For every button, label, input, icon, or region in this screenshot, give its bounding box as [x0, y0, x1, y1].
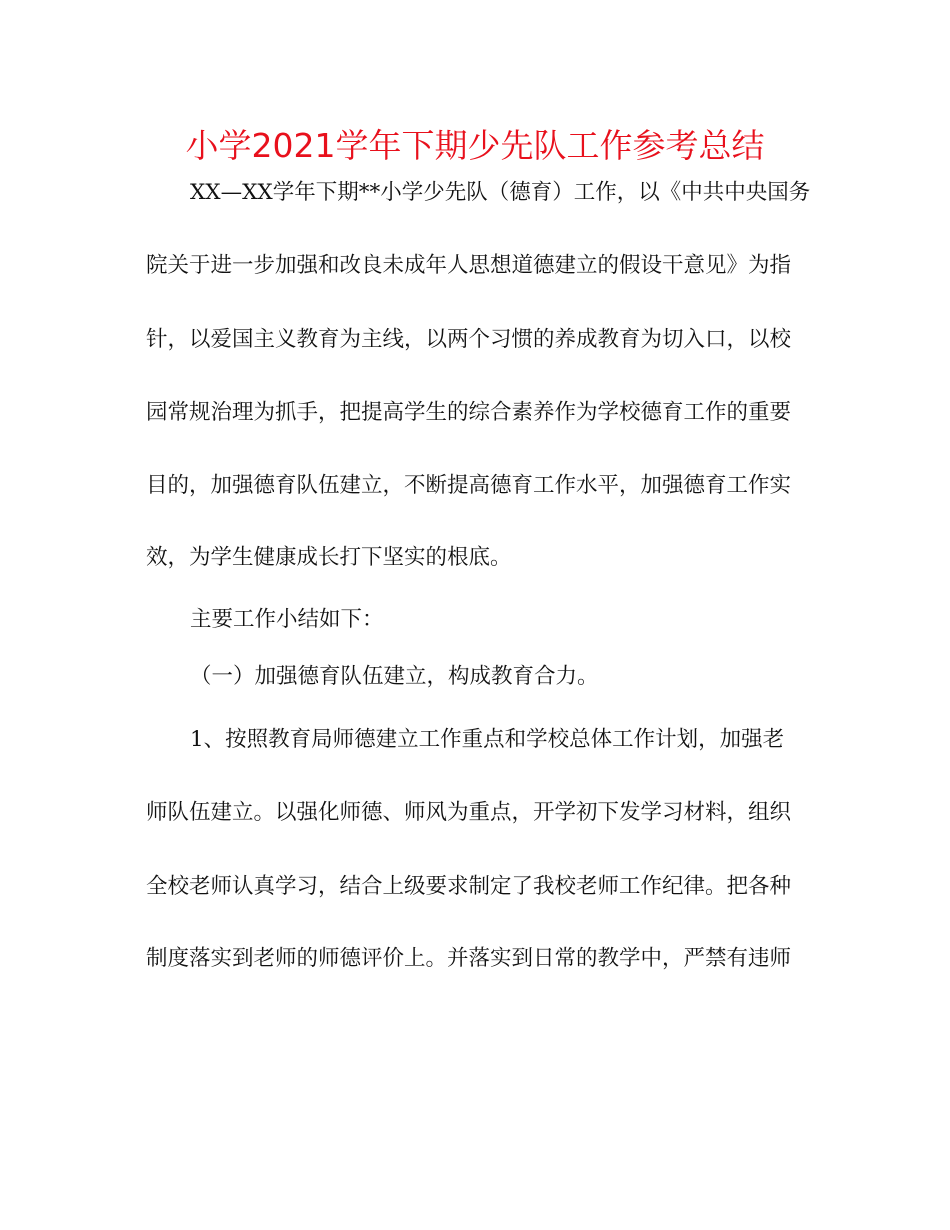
paragraph-line: 1、按照教育局师德建立工作重点和学校总体工作计划，加强老 [190, 727, 785, 752]
paragraph-line: 师队伍建立。以强化师德、师风为重点，开学初下发学习材料，组织 [146, 800, 792, 825]
paragraph-line: 制度落实到老师的师德评价上。并落实到日常的教学中，严禁有违师 [146, 946, 792, 971]
paragraph-line: 主要工作小结如下： [190, 607, 384, 632]
paragraph-line: 效，为学生健康成长打下坚实的根底。 [146, 545, 512, 570]
section-heading: （一）加强德育队伍建立，构成教育合力。 [190, 664, 599, 689]
document-title: 小学2021学年下期少先队工作参考总结 [185, 126, 765, 165]
paragraph-line: XX—XX学年下期**小学少先队（德育）工作，以《中共中央国务 [190, 180, 811, 205]
paragraph-line: 院关于进一步加强和改良未成年人思想道德建立的假设干意见》为指 [146, 253, 792, 278]
paragraph-line: 全校老师认真学习，结合上级要求制定了我校老师工作纪律。把各种 [146, 874, 792, 899]
paragraph-line: 目的，加强德育队伍建立，不断提高德育工作水平，加强德育工作实 [146, 473, 792, 498]
paragraph-line: 园常规治理为抓手，把提高学生的综合素养作为学校德育工作的重要 [146, 400, 792, 425]
paragraph-line: 针，以爱国主义教育为主线，以两个习惯的养成教育为切入口，以校 [146, 327, 792, 352]
